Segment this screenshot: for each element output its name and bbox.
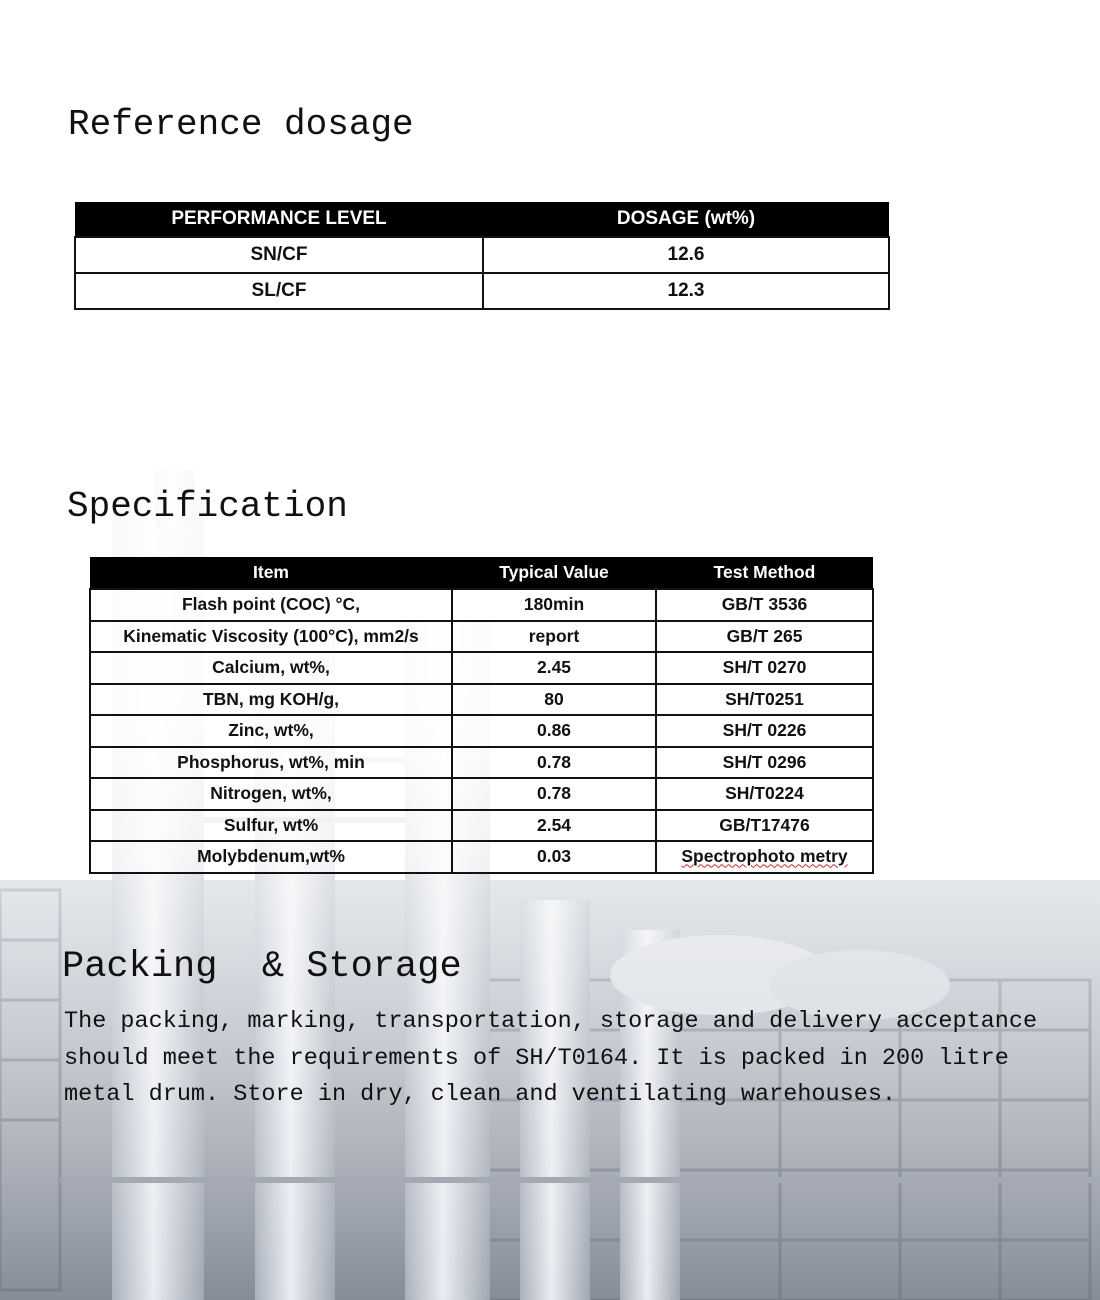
- cell-test-method: GB/T 265: [656, 621, 873, 653]
- cell-item: Flash point (COC) °C,: [90, 589, 452, 621]
- cell-typical-value: report: [452, 621, 656, 653]
- reference-dosage-heading: Reference dosage: [68, 104, 414, 145]
- cell-typical-value: 2.45: [452, 652, 656, 684]
- cell-performance-level: SL/CF: [75, 273, 483, 309]
- cell-item: Phosphorus, wt%, min: [90, 747, 452, 779]
- cell-item: Nitrogen, wt%,: [90, 778, 452, 810]
- cell-typical-value: 80: [452, 684, 656, 716]
- table-header-row: [90, 557, 873, 589]
- cell-typical-value: 0.03: [452, 841, 656, 873]
- table-row: [90, 715, 873, 747]
- table-row: [90, 684, 873, 716]
- table-row: [90, 589, 873, 621]
- cell-test-method: SH/T0251: [656, 684, 873, 716]
- cell-typical-value: 180min: [452, 589, 656, 621]
- cell-test-method: SH/T 0296: [656, 747, 873, 779]
- cell-dosage: 12.3: [483, 273, 889, 309]
- cell-item: TBN, mg KOH/g,: [90, 684, 452, 716]
- table-header-row: [75, 202, 889, 237]
- specification-table: [89, 557, 874, 874]
- table-row: [75, 273, 889, 309]
- spellcheck-underlined-text: Spectrophoto metry: [681, 846, 848, 867]
- cell-test-method: [656, 841, 873, 873]
- cell-item: Sulfur, wt%: [90, 810, 452, 842]
- cell-test-method: SH/T 0226: [656, 715, 873, 747]
- cell-typical-value: 2.54: [452, 810, 656, 842]
- packing-storage-paragraph: The packing, marking, transportation, storage and delivery acceptance should meet the requirements of SH/T0164. It is packed in 200 litre metal drum. Store in dry, clean and ventilating warehouses.: [64, 1008, 1038, 1108]
- cell-test-method: GB/T 3536: [656, 589, 873, 621]
- table-row: [90, 747, 873, 779]
- cell-item: Kinematic Viscosity (100°C), mm2/s: [90, 621, 452, 653]
- table-row: [90, 841, 873, 873]
- cell-item: Molybdenum,wt%: [90, 841, 452, 873]
- table-row: [75, 237, 889, 273]
- column-header-performance-level: PERFORMANCE LEVEL: [75, 202, 483, 237]
- table-row: [90, 778, 873, 810]
- cell-dosage: 12.6: [483, 237, 889, 273]
- cell-typical-value: 0.86: [452, 715, 656, 747]
- cell-item: Zinc, wt%,: [90, 715, 452, 747]
- table-row: [90, 810, 873, 842]
- cell-test-method: SH/T0224: [656, 778, 873, 810]
- cell-typical-value: 0.78: [452, 747, 656, 779]
- cell-test-method: SH/T 0270: [656, 652, 873, 684]
- packing-storage-heading: Packing & Storage: [62, 946, 462, 988]
- column-header-typical-value: Typical Value: [452, 557, 656, 589]
- column-header-test-method: Test Method: [656, 557, 873, 589]
- column-header-item: Item: [90, 557, 452, 589]
- cell-performance-level: SN/CF: [75, 237, 483, 273]
- specification-heading: Specification: [67, 486, 348, 527]
- column-header-dosage: DOSAGE (wt%): [483, 202, 889, 237]
- cell-test-method: GB/T17476: [656, 810, 873, 842]
- cell-item: Calcium, wt%,: [90, 652, 452, 684]
- table-row: [90, 652, 873, 684]
- cell-typical-value: 0.78: [452, 778, 656, 810]
- reference-dosage-table: [74, 202, 890, 310]
- table-row: [90, 621, 873, 653]
